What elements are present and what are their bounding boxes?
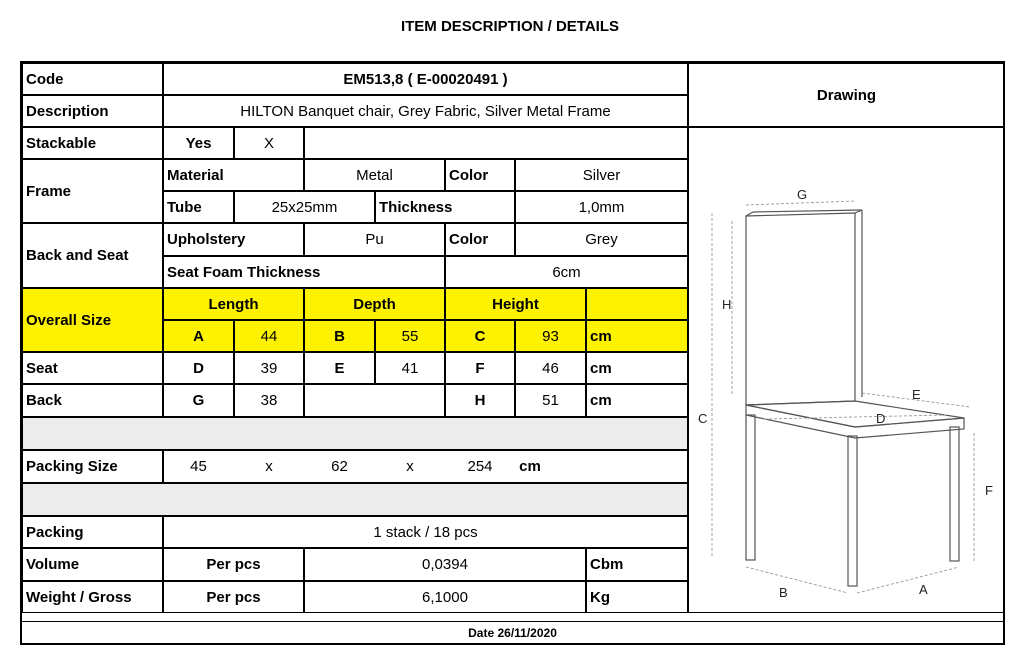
back-seat-color-label: Color <box>445 223 515 256</box>
document-title: ITEM DESCRIPTION / DETAILS <box>400 18 620 35</box>
document-date: Date 26/11/2020 <box>22 621 1003 644</box>
weight-value: 6,1000 <box>304 581 586 613</box>
overall-c-value: 93 <box>515 320 586 352</box>
dim-g-label: G <box>797 187 808 202</box>
weight-label: Weight / Gross <box>22 581 163 613</box>
code-label: Code <box>22 63 163 95</box>
stackable-label: Stackable <box>22 127 163 159</box>
seat-f-value: 46 <box>515 352 586 384</box>
frame-material-label: Material <box>163 159 304 191</box>
seat-unit: cm <box>586 352 688 384</box>
back-label: Back <box>22 384 163 417</box>
volume-value: 0,0394 <box>304 548 586 581</box>
dim-h-label: H <box>722 297 732 312</box>
description-label: Description <box>22 95 163 127</box>
dim-d-label: D <box>876 411 886 426</box>
overall-a-label: A <box>163 320 234 352</box>
packing-size-w: 45 <box>190 458 207 475</box>
stackable-empty <box>304 127 688 159</box>
overall-a-value: 44 <box>234 320 304 352</box>
frame-color: Silver <box>515 159 688 191</box>
volume-label: Volume <box>22 548 163 581</box>
spacer-row-2 <box>22 483 688 516</box>
packing-size-d: 62 <box>331 458 348 475</box>
back-g-value: 38 <box>234 384 304 417</box>
length-header: Length <box>163 288 304 320</box>
back-empty <box>304 384 445 417</box>
spacer-row <box>22 417 688 450</box>
packing-size-h: 254 <box>467 458 493 475</box>
volume-unit: Cbm <box>586 548 688 581</box>
foam-value: 6cm <box>445 256 688 288</box>
frame-color-label: Color <box>445 159 515 191</box>
depth-header: Depth <box>304 288 445 320</box>
height-header: Height <box>445 288 586 320</box>
frame-tube-label: Tube <box>163 191 234 223</box>
back-g-label: G <box>163 384 234 417</box>
frame-tube: 25x25mm <box>234 191 375 223</box>
dim-a-label: A <box>919 582 928 597</box>
seat-d-value: 39 <box>234 352 304 384</box>
packing-label: Packing <box>22 516 163 548</box>
overall-header-empty <box>586 288 688 320</box>
overall-c-label: C <box>445 320 515 352</box>
overall-unit: cm <box>586 320 688 352</box>
packing-size-x2: x <box>406 458 414 475</box>
dim-f-label: F <box>985 483 993 498</box>
frame-thickness: 1,0mm <box>515 191 688 223</box>
seat-f-label: F <box>445 352 515 384</box>
back-unit: cm <box>586 384 688 417</box>
seat-d-label: D <box>163 352 234 384</box>
upholstery-label: Upholstery <box>163 223 304 256</box>
description-value: HILTON Banquet chair, Grey Fabric, Silver Metal Frame <box>163 95 688 127</box>
seat-e-label: E <box>304 352 375 384</box>
overall-b-label: B <box>304 320 375 352</box>
overall-size-label: Overall Size <box>22 288 163 352</box>
dim-b-label: B <box>779 585 788 600</box>
overall-b-value: 55 <box>375 320 445 352</box>
spec-sheet <box>20 61 1005 645</box>
stackable-yes: Yes <box>163 127 234 159</box>
frame-label: Frame <box>22 159 163 223</box>
drawing-title: Drawing <box>688 63 1005 127</box>
packing-value: 1 stack / 18 pcs <box>163 516 688 548</box>
dim-c-label: C <box>698 411 708 426</box>
stackable-mark: X <box>234 127 304 159</box>
code-value: EM513,8 ( E-00020491 ) <box>163 63 688 95</box>
back-h-label: H <box>445 384 515 417</box>
back-h-value: 51 <box>515 384 586 417</box>
frame-material: Metal <box>304 159 445 191</box>
chair-drawing <box>688 127 1005 613</box>
foam-label: Seat Foam Thickness <box>163 256 445 288</box>
back-seat-label: Back and Seat <box>22 223 163 288</box>
seat-e-value: 41 <box>375 352 445 384</box>
weight-unit: Kg <box>586 581 688 613</box>
upholstery-value: Pu <box>304 223 445 256</box>
packing-size-unit: cm <box>519 458 541 475</box>
packing-size-x1: x <box>265 458 273 475</box>
back-seat-color: Grey <box>515 223 688 256</box>
packing-size-label: Packing Size <box>22 450 163 483</box>
seat-label: Seat <box>22 352 163 384</box>
dim-e-label: E <box>912 387 921 402</box>
weight-per: Per pcs <box>163 581 304 613</box>
volume-per: Per pcs <box>163 548 304 581</box>
frame-thickness-label: Thickness <box>375 191 515 223</box>
